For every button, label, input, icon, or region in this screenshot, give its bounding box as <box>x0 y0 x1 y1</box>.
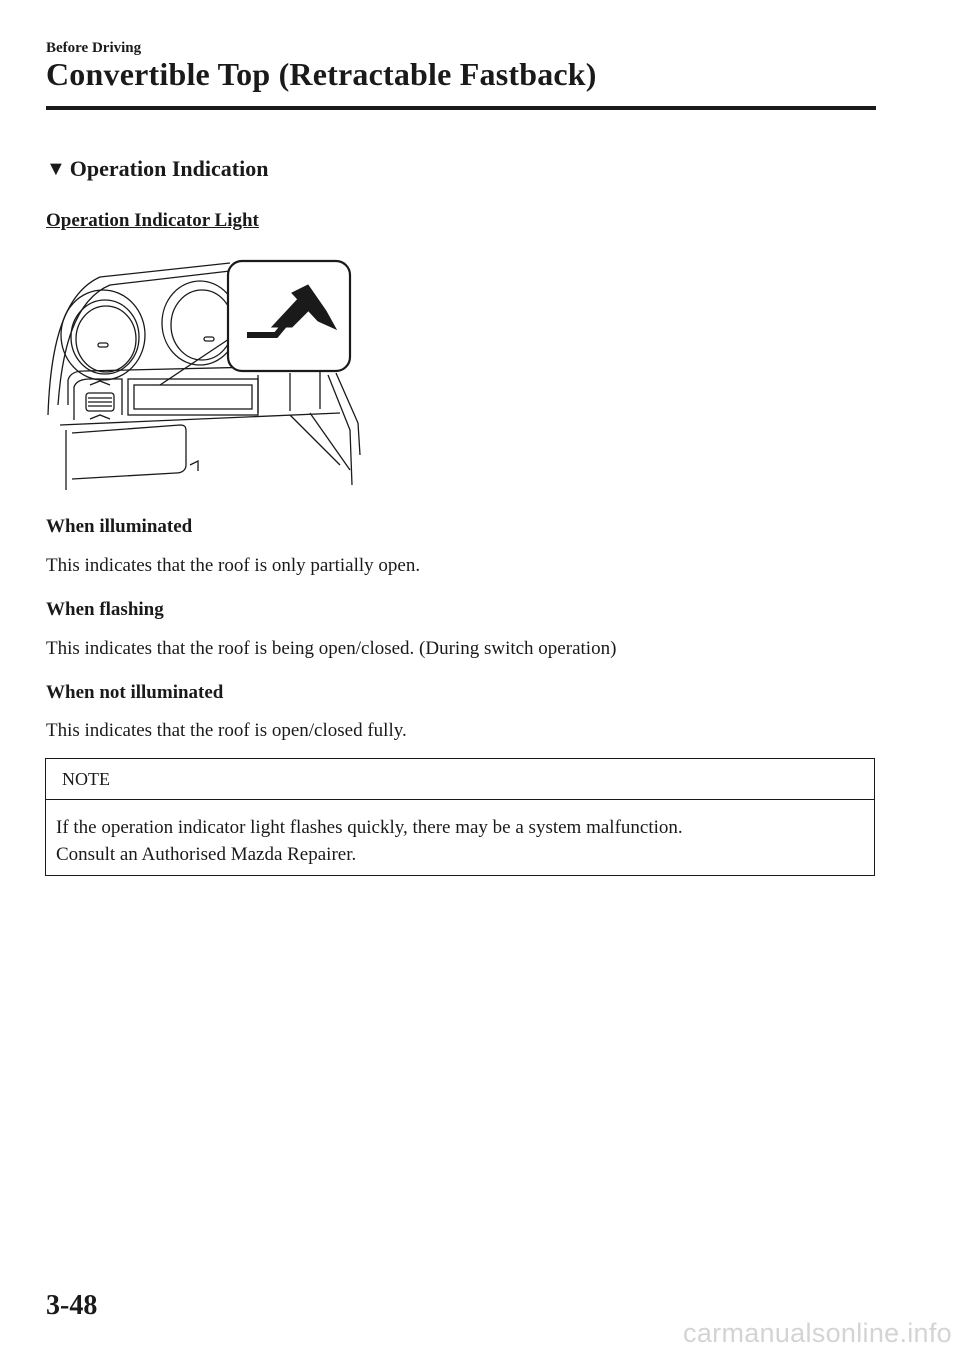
dashboard-illustration <box>40 255 370 495</box>
chapter-title: Convertible Top (Retractable Fastback) <box>46 56 597 92</box>
state-description: This indicates that the roof is being open/closed. (During switch operation) <box>46 638 617 659</box>
state-term: When flashing <box>46 599 164 620</box>
note-body <box>46 800 874 868</box>
note-title: NOTE <box>46 759 874 800</box>
header-rule <box>46 106 876 110</box>
state-term: When not illuminated <box>46 682 224 703</box>
section-heading <box>46 156 268 182</box>
heading-text: Operation Indication <box>69 156 269 181</box>
state-term: When illuminated <box>46 516 193 537</box>
note-line: If the operation indicator light flashes quickly, there may be a system malfunction. <box>56 817 683 838</box>
watermark: carmanualsonline.info <box>683 1318 952 1348</box>
section-label: Before Driving <box>46 40 142 56</box>
triangle-down-icon: ▼ <box>46 158 66 180</box>
state-description: This indicates that the roof is only partially open. <box>46 555 421 576</box>
state-description: This indicates that the roof is open/closed fully. <box>46 720 407 741</box>
page-number: 3-48 <box>46 1290 98 1321</box>
note-box <box>45 758 875 876</box>
note-line: Consult an Authorised Mazda Repairer. <box>56 844 357 865</box>
subheading: Operation Indicator Light <box>46 210 259 231</box>
